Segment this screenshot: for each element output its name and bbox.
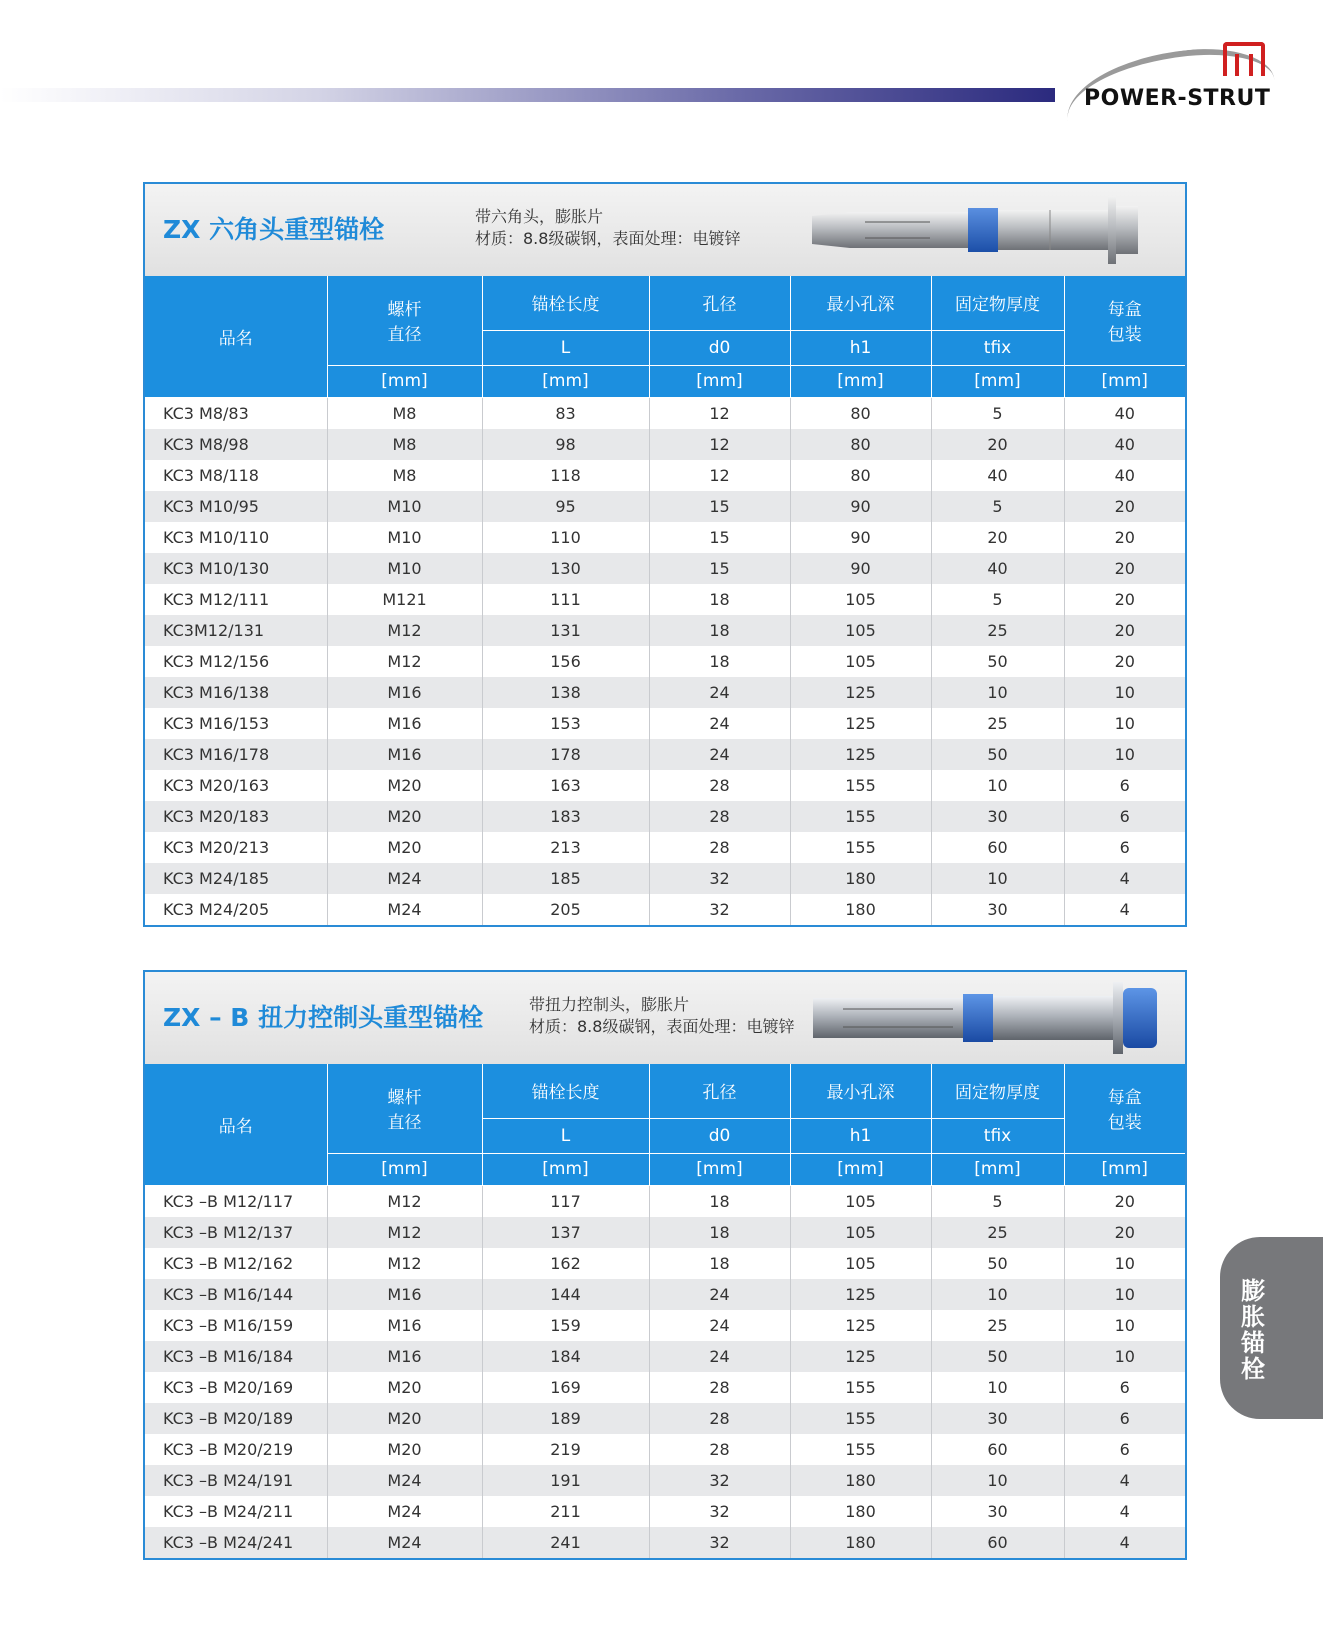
table-cell: 155 xyxy=(790,1403,931,1434)
table-row xyxy=(145,429,1185,460)
col-unit: [mm] xyxy=(482,1153,649,1185)
table-cell: 18 xyxy=(649,1185,790,1217)
table-cell: 105 xyxy=(790,1217,931,1248)
table-cell: 25 xyxy=(931,1217,1064,1248)
table-row xyxy=(145,1310,1185,1341)
table-cell: 20 xyxy=(931,429,1064,460)
table-cell: 178 xyxy=(482,739,649,770)
table-cell: 20 xyxy=(1064,553,1185,584)
col-header-diameter: 螺杆 直径 xyxy=(327,1064,482,1153)
table-cell: 241 xyxy=(482,1527,649,1558)
section-header xyxy=(145,972,1185,1064)
table-cell: 83 xyxy=(482,397,649,429)
table-cell: 219 xyxy=(482,1434,649,1465)
table-cell: 105 xyxy=(790,646,931,677)
table-cell: 155 xyxy=(790,1372,931,1403)
table-cell: 155 xyxy=(790,1434,931,1465)
table-cell: 40 xyxy=(931,460,1064,491)
col-header-diameter: 螺杆 直径 xyxy=(327,276,482,365)
table-cell: M24 xyxy=(327,1496,482,1527)
table-cell: 60 xyxy=(931,1527,1064,1558)
table-cell: KC3 M24/205 xyxy=(145,894,327,925)
table-cell: 80 xyxy=(790,429,931,460)
table-cell: 10 xyxy=(931,677,1064,708)
table-cell: 191 xyxy=(482,1465,649,1496)
table-cell: 28 xyxy=(649,1434,790,1465)
table-row xyxy=(145,1372,1185,1403)
description-line: 带六角头，膨胀片 xyxy=(475,207,604,226)
table-cell: M12 xyxy=(327,1248,482,1279)
col-header-length: 锚栓长度 xyxy=(482,276,649,330)
table-cell: 10 xyxy=(931,1465,1064,1496)
table-cell: 24 xyxy=(649,677,790,708)
table-cell: KC3 –B M24/191 xyxy=(145,1465,327,1496)
col-symbol-length: L xyxy=(482,1118,649,1153)
table-cell: 20 xyxy=(1064,615,1185,646)
table-cell: KC3 M24/185 xyxy=(145,863,327,894)
table-cell: 24 xyxy=(649,1310,790,1341)
table-cell: 10 xyxy=(1064,677,1185,708)
table-cell: 50 xyxy=(931,1248,1064,1279)
table-cell: M16 xyxy=(327,677,482,708)
table-cell: 10 xyxy=(931,863,1064,894)
col-symbol-hole: d0 xyxy=(649,330,790,365)
table-cell: 24 xyxy=(649,739,790,770)
table-cell: 125 xyxy=(790,1341,931,1372)
col-unit: [mm] xyxy=(327,1153,482,1185)
table-row xyxy=(145,1248,1185,1279)
table-cell: M10 xyxy=(327,522,482,553)
table-cell: 32 xyxy=(649,863,790,894)
table-cell: 4 xyxy=(1064,894,1185,925)
table-cell: 125 xyxy=(790,739,931,770)
table-cell: M8 xyxy=(327,429,482,460)
table-cell: 15 xyxy=(649,553,790,584)
col-symbol-length: L xyxy=(482,330,649,365)
table-row xyxy=(145,1465,1185,1496)
table-cell: 25 xyxy=(931,1310,1064,1341)
table-cell: 90 xyxy=(790,491,931,522)
section-zx-b xyxy=(143,970,1187,1560)
table-cell: 10 xyxy=(1064,739,1185,770)
table-cell: 183 xyxy=(482,801,649,832)
table-row xyxy=(145,1403,1185,1434)
description-line: 材质：8.8级碳钢，表面处理：电镀锌 xyxy=(475,229,741,248)
table-cell: 130 xyxy=(482,553,649,584)
table-cell: 18 xyxy=(649,584,790,615)
spec-table xyxy=(145,276,1185,925)
table-cell: 10 xyxy=(931,770,1064,801)
table-cell: 12 xyxy=(649,397,790,429)
table-cell: KC3 –B M12/117 xyxy=(145,1185,327,1217)
col-unit: [mm] xyxy=(1064,1153,1185,1185)
table-cell: 18 xyxy=(649,1248,790,1279)
table-cell: KC3 M16/178 xyxy=(145,739,327,770)
table-cell: 40 xyxy=(1064,397,1185,429)
table-cell: M20 xyxy=(327,801,482,832)
table-cell: 28 xyxy=(649,832,790,863)
table-cell: 180 xyxy=(790,1465,931,1496)
col-header-depth: 最小孔深 xyxy=(790,276,931,330)
col-header-depth: 最小孔深 xyxy=(790,1064,931,1118)
col-unit: [mm] xyxy=(649,1153,790,1185)
table-cell: KC3 –B M24/211 xyxy=(145,1496,327,1527)
table-cell: M10 xyxy=(327,553,482,584)
table-cell: 125 xyxy=(790,708,931,739)
table-row xyxy=(145,677,1185,708)
col-header-length: 锚栓长度 xyxy=(482,1064,649,1118)
table-cell: 10 xyxy=(1064,708,1185,739)
table-cell: 111 xyxy=(482,584,649,615)
table-row xyxy=(145,646,1185,677)
table-cell: KC3 M16/153 xyxy=(145,708,327,739)
table-cell: M16 xyxy=(327,1279,482,1310)
table-cell: M121 xyxy=(327,584,482,615)
table-cell: 5 xyxy=(931,1185,1064,1217)
table-cell: KC3 M8/118 xyxy=(145,460,327,491)
table-row xyxy=(145,832,1185,863)
table-cell: 40 xyxy=(931,553,1064,584)
table-cell: KC3 M8/83 xyxy=(145,397,327,429)
section-title: ZX 六角头重型锚栓 xyxy=(163,215,385,244)
table-cell: 180 xyxy=(790,863,931,894)
table-cell: 6 xyxy=(1064,832,1185,863)
table-cell: 30 xyxy=(931,1496,1064,1527)
table-cell: 10 xyxy=(1064,1310,1185,1341)
table-row xyxy=(145,460,1185,491)
table-cell: 125 xyxy=(790,1279,931,1310)
table-cell: M24 xyxy=(327,1465,482,1496)
col-symbol-depth: h1 xyxy=(790,1118,931,1153)
table-cell: 105 xyxy=(790,1248,931,1279)
table-cell: M24 xyxy=(327,1527,482,1558)
table-cell: 60 xyxy=(931,1434,1064,1465)
table-cell: 80 xyxy=(790,397,931,429)
table-cell: 6 xyxy=(1064,1372,1185,1403)
table-cell: 20 xyxy=(1064,646,1185,677)
col-symbol-depth: h1 xyxy=(790,330,931,365)
table-cell: KC3 M16/138 xyxy=(145,677,327,708)
table-cell: 4 xyxy=(1064,863,1185,894)
table-cell: 105 xyxy=(790,584,931,615)
table-cell: 163 xyxy=(482,770,649,801)
table-row xyxy=(145,1279,1185,1310)
side-category-tab[interactable] xyxy=(1220,1237,1323,1419)
table-cell: 4 xyxy=(1064,1465,1185,1496)
table-cell: KC3M12/131 xyxy=(145,615,327,646)
section-description xyxy=(475,206,740,250)
description-line: 带扭力控制头，膨胀片 xyxy=(529,995,690,1014)
table-cell: 40 xyxy=(1064,460,1185,491)
table-cell: KC3 M10/110 xyxy=(145,522,327,553)
table-cell: M16 xyxy=(327,739,482,770)
col-symbol-hole: d0 xyxy=(649,1118,790,1153)
table-cell: 131 xyxy=(482,615,649,646)
table-row xyxy=(145,553,1185,584)
table-cell: 180 xyxy=(790,1496,931,1527)
section-title: ZX – B 扭力控制头重型锚栓 xyxy=(163,1003,484,1032)
logo-text: POWER-STRUT xyxy=(1084,86,1271,111)
table-cell: 169 xyxy=(482,1372,649,1403)
table-cell: 20 xyxy=(1064,584,1185,615)
col-unit: [mm] xyxy=(790,365,931,397)
table-row xyxy=(145,1341,1185,1372)
table-cell: 213 xyxy=(482,832,649,863)
table-cell: KC3 –B M16/184 xyxy=(145,1341,327,1372)
section-description xyxy=(529,994,794,1038)
table-cell: KC3 –B M24/241 xyxy=(145,1527,327,1558)
table-cell: 18 xyxy=(649,1217,790,1248)
col-header-hole: 孔径 xyxy=(649,1064,790,1118)
table-cell: 80 xyxy=(790,460,931,491)
table-cell: M24 xyxy=(327,894,482,925)
description-line: 材质：8.8级碳钢，表面处理：电镀锌 xyxy=(529,1017,795,1036)
table-cell: 12 xyxy=(649,429,790,460)
table-cell: 20 xyxy=(931,522,1064,553)
table-row xyxy=(145,397,1185,429)
table-row xyxy=(145,491,1185,522)
table-cell: KC3 –B M20/169 xyxy=(145,1372,327,1403)
table-cell: 125 xyxy=(790,677,931,708)
table-cell: KC3 M10/130 xyxy=(145,553,327,584)
brand-logo xyxy=(1058,38,1271,118)
table-cell: M20 xyxy=(327,1434,482,1465)
table-row xyxy=(145,770,1185,801)
table-cell: 125 xyxy=(790,1310,931,1341)
table-cell: M20 xyxy=(327,832,482,863)
table-cell: 10 xyxy=(931,1372,1064,1403)
table-cell: KC3 –B M16/144 xyxy=(145,1279,327,1310)
table-row xyxy=(145,522,1185,553)
table-row xyxy=(145,863,1185,894)
col-unit: [mm] xyxy=(1064,365,1185,397)
table-cell: 24 xyxy=(649,708,790,739)
table-cell: 25 xyxy=(931,615,1064,646)
table-row xyxy=(145,1185,1185,1217)
table-cell: 90 xyxy=(790,553,931,584)
table-cell: 144 xyxy=(482,1279,649,1310)
table-row xyxy=(145,1527,1185,1558)
hex-head-bolt-icon xyxy=(810,192,1160,268)
table-cell: M20 xyxy=(327,1403,482,1434)
table-cell: 138 xyxy=(482,677,649,708)
logo-strut-icon xyxy=(1223,42,1265,76)
table-cell: 10 xyxy=(1064,1279,1185,1310)
table-row xyxy=(145,1496,1185,1527)
table-cell: M16 xyxy=(327,708,482,739)
table-cell: 162 xyxy=(482,1248,649,1279)
table-cell: M16 xyxy=(327,1341,482,1372)
table-cell: KC3 –B M20/189 xyxy=(145,1403,327,1434)
table-cell: 6 xyxy=(1064,801,1185,832)
table-cell: 60 xyxy=(931,832,1064,863)
table-cell: 98 xyxy=(482,429,649,460)
table-cell: 4 xyxy=(1064,1496,1185,1527)
table-cell: 20 xyxy=(1064,491,1185,522)
table-cell: 32 xyxy=(649,1465,790,1496)
table-cell: 10 xyxy=(1064,1248,1185,1279)
col-header-hole: 孔径 xyxy=(649,276,790,330)
col-header-name: 品名 xyxy=(145,276,327,397)
table-cell: 24 xyxy=(649,1341,790,1372)
table-cell: M10 xyxy=(327,491,482,522)
table-row xyxy=(145,708,1185,739)
table-cell: 5 xyxy=(931,584,1064,615)
table-cell: 20 xyxy=(1064,1217,1185,1248)
table-cell: M12 xyxy=(327,1185,482,1217)
table-cell: 117 xyxy=(482,1185,649,1217)
col-unit: [mm] xyxy=(649,365,790,397)
header-gradient-bar xyxy=(0,88,1055,102)
table-cell: M12 xyxy=(327,615,482,646)
table-cell: 24 xyxy=(649,1279,790,1310)
table-cell: 159 xyxy=(482,1310,649,1341)
table-cell: 105 xyxy=(790,1185,931,1217)
table-cell: KC3 –B M20/219 xyxy=(145,1434,327,1465)
table-cell: 6 xyxy=(1064,1434,1185,1465)
table-cell: 5 xyxy=(931,397,1064,429)
table-cell: 4 xyxy=(1064,1527,1185,1558)
table-row xyxy=(145,894,1185,925)
table-cell: 40 xyxy=(1064,429,1185,460)
table-cell: 15 xyxy=(649,491,790,522)
col-header-name: 品名 xyxy=(145,1064,327,1185)
table-cell: 153 xyxy=(482,708,649,739)
table-cell: 50 xyxy=(931,646,1064,677)
table-cell: 155 xyxy=(790,801,931,832)
table-cell: 110 xyxy=(482,522,649,553)
table-cell: KC3 M20/183 xyxy=(145,801,327,832)
table-cell: 10 xyxy=(931,1279,1064,1310)
table-cell: 20 xyxy=(1064,1185,1185,1217)
table-row xyxy=(145,615,1185,646)
table-cell: 105 xyxy=(790,615,931,646)
table-cell: 6 xyxy=(1064,1403,1185,1434)
table-cell: 205 xyxy=(482,894,649,925)
table-cell: 32 xyxy=(649,894,790,925)
table-cell: 185 xyxy=(482,863,649,894)
table-cell: 28 xyxy=(649,801,790,832)
table-cell: 180 xyxy=(790,1527,931,1558)
col-header-pack: 每盒 包装 xyxy=(1064,1064,1185,1153)
table-cell: 118 xyxy=(482,460,649,491)
table-cell: 15 xyxy=(649,522,790,553)
col-header-pack: 每盒 包装 xyxy=(1064,276,1185,365)
table-row xyxy=(145,584,1185,615)
table-cell: 189 xyxy=(482,1403,649,1434)
table-cell: 180 xyxy=(790,894,931,925)
table-cell: 30 xyxy=(931,894,1064,925)
table-cell: 18 xyxy=(649,615,790,646)
table-cell: 50 xyxy=(931,1341,1064,1372)
table-cell: 156 xyxy=(482,646,649,677)
section-header xyxy=(145,184,1185,276)
col-unit: [mm] xyxy=(790,1153,931,1185)
table-cell: 184 xyxy=(482,1341,649,1372)
side-tab-label: 膨胀锚栓 xyxy=(1241,1277,1265,1383)
table-cell: KC3 M10/95 xyxy=(145,491,327,522)
table-row xyxy=(145,1217,1185,1248)
table-cell: 12 xyxy=(649,460,790,491)
col-unit: [mm] xyxy=(327,365,482,397)
table-cell: KC3 M12/111 xyxy=(145,584,327,615)
table-cell: 155 xyxy=(790,832,931,863)
table-cell: 137 xyxy=(482,1217,649,1248)
table-cell: 95 xyxy=(482,491,649,522)
table-cell: KC3 M8/98 xyxy=(145,429,327,460)
col-unit: [mm] xyxy=(931,365,1064,397)
table-cell: KC3 M20/213 xyxy=(145,832,327,863)
table-cell: KC3 –B M12/162 xyxy=(145,1248,327,1279)
table-cell: 28 xyxy=(649,1403,790,1434)
table-cell: M8 xyxy=(327,397,482,429)
table-cell: 20 xyxy=(1064,522,1185,553)
table-cell: 25 xyxy=(931,708,1064,739)
table-cell: KC3 –B M16/159 xyxy=(145,1310,327,1341)
col-symbol-thickness: tfix xyxy=(931,1118,1064,1153)
table-row xyxy=(145,801,1185,832)
table-cell: 10 xyxy=(1064,1341,1185,1372)
spec-table xyxy=(145,1064,1185,1558)
table-cell: 155 xyxy=(790,770,931,801)
table-cell: M24 xyxy=(327,863,482,894)
col-unit: [mm] xyxy=(482,365,649,397)
table-cell: 90 xyxy=(790,522,931,553)
torque-head-bolt-icon xyxy=(813,976,1183,1060)
table-cell: 32 xyxy=(649,1496,790,1527)
table-cell: 50 xyxy=(931,739,1064,770)
table-cell: M8 xyxy=(327,460,482,491)
table-cell: KC3 –B M12/137 xyxy=(145,1217,327,1248)
table-cell: 18 xyxy=(649,646,790,677)
table-cell: 5 xyxy=(931,491,1064,522)
section-zx xyxy=(143,182,1187,927)
table-cell: M12 xyxy=(327,1217,482,1248)
table-cell: 211 xyxy=(482,1496,649,1527)
table-cell: M12 xyxy=(327,646,482,677)
col-header-thickness: 固定物厚度 xyxy=(931,276,1064,330)
table-cell: 6 xyxy=(1064,770,1185,801)
table-cell: 30 xyxy=(931,801,1064,832)
table-cell: 32 xyxy=(649,1527,790,1558)
table-cell: M20 xyxy=(327,1372,482,1403)
col-header-thickness: 固定物厚度 xyxy=(931,1064,1064,1118)
table-cell: 28 xyxy=(649,1372,790,1403)
table-row xyxy=(145,1434,1185,1465)
table-cell: KC3 M20/163 xyxy=(145,770,327,801)
col-unit: [mm] xyxy=(931,1153,1064,1185)
table-cell: M20 xyxy=(327,770,482,801)
table-cell: KC3 M12/156 xyxy=(145,646,327,677)
table-cell: 30 xyxy=(931,1403,1064,1434)
col-symbol-thickness: tfix xyxy=(931,330,1064,365)
table-cell: 28 xyxy=(649,770,790,801)
table-row xyxy=(145,739,1185,770)
table-cell: M16 xyxy=(327,1310,482,1341)
